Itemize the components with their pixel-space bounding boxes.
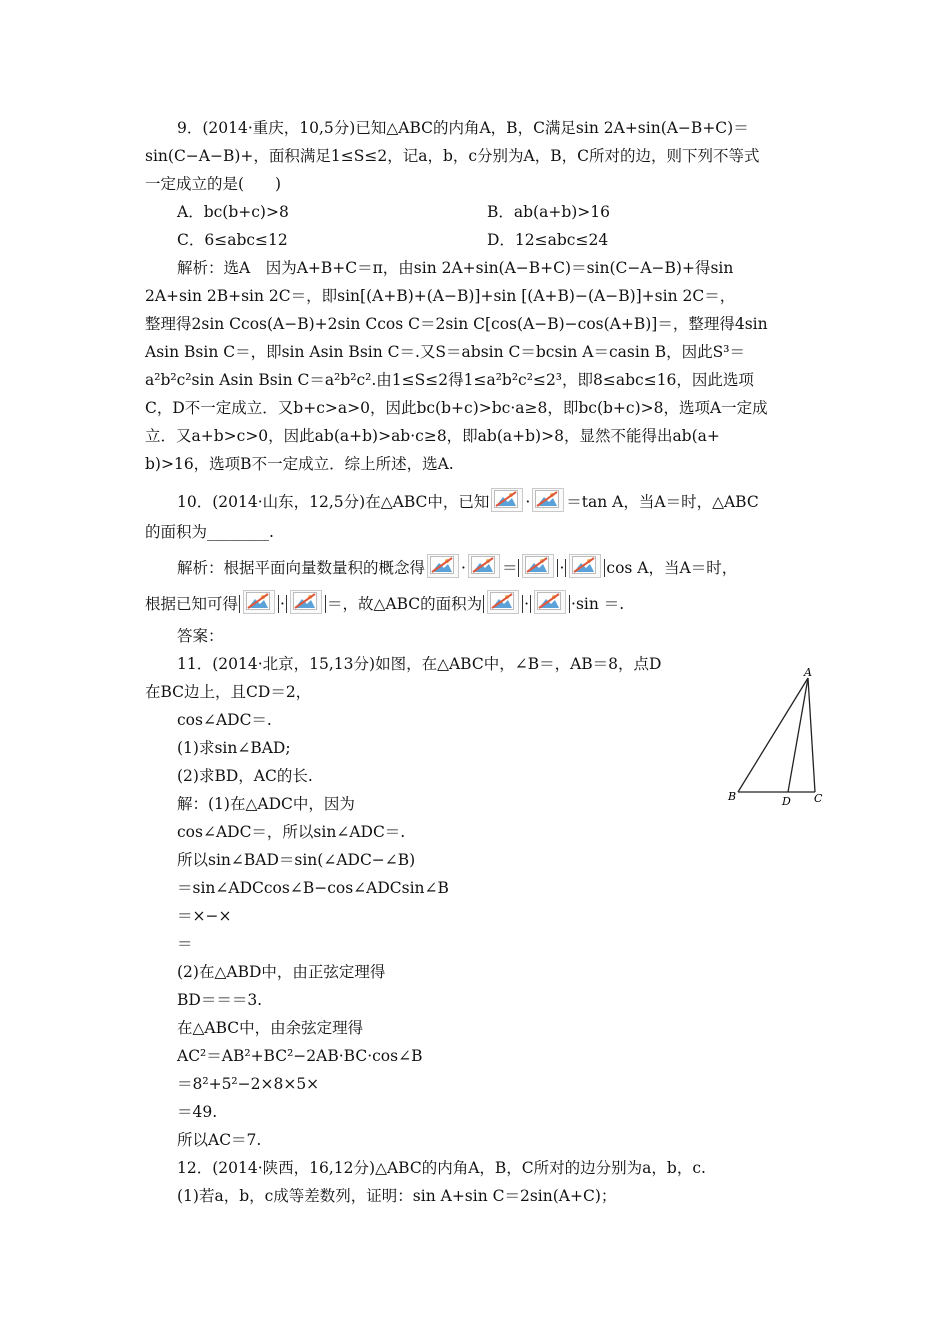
q10-dot: ·: [525, 493, 531, 511]
broken-image-icon: [569, 554, 601, 578]
s11-line-9: 在△ABC中，由余弦定理得: [177, 1019, 364, 1037]
s11-line-5: ＝×−×: [177, 907, 232, 925]
broken-image-icon: [427, 554, 459, 578]
s9-line-4: Asin Bsin C＝，即sin Asin Bsin C＝.又S＝absin C＝bcsin A＝casin B，因此S³＝: [145, 343, 745, 361]
s10-text-d: ＝，故△ABC的面积为: [326, 595, 483, 613]
s10-eq: ＝: [501, 559, 518, 577]
abs-bar: [569, 595, 570, 613]
q9-option-c: C．6≤abc≤12: [177, 231, 288, 249]
s11-line-11: ＝8²+5²−2×8×5×: [177, 1075, 320, 1093]
s11-line-10: AC²＝AB²+BC²−2AB·BC·cos∠B: [177, 1047, 423, 1065]
s10-dot-2: ·: [559, 559, 565, 577]
label-d: D: [782, 795, 791, 808]
q9-line-1: 9．(2014·重庆，10,5分)已知△ABC的内角A，B，C满足sin 2A+sin(A−B+C)＝: [177, 119, 749, 137]
s11-line-7: (2)在△ABD中，由正弦定理得: [177, 963, 386, 981]
broken-image-icon: [532, 488, 564, 512]
answer-10-label: 答案：: [177, 627, 224, 645]
q10-text-b: ＝tan A，当A＝时，△ABC: [566, 493, 759, 511]
abs-bar: [278, 595, 279, 613]
s11-line-12: ＝49.: [177, 1103, 218, 1121]
broken-image-icon: [522, 554, 554, 578]
abs-bar: [325, 595, 326, 613]
s9-line-7: 立．又a+b>c>0，因此ab(a+b)>ab·c≥8，即ab(a+b)>8，显然不能得出ab(a+: [145, 427, 720, 445]
s10-text-a: 解析：根据平面向量数量积的概念得: [177, 559, 426, 577]
s11-line-6: ＝: [177, 935, 193, 953]
s10-text-e: ·sin ＝.: [571, 595, 625, 613]
q12-line-1: 12．(2014·陕西，16,12分)△ABC的内角A，B，C所对的边分别为a，b，c.: [177, 1159, 706, 1177]
q9-option-d: D．12≤abc≤24: [487, 231, 609, 249]
broken-image-icon: [243, 590, 275, 614]
s10-line-2: [145, 590, 625, 613]
broken-image-icon: [468, 554, 500, 578]
s9-line-6: C，D不一定成立．又b+c>a>0，因此bc(b+c)>bc·a≥8，即bc(b+c)>8，选项A一定成: [145, 399, 768, 417]
q12-line-2: (1)若a，b，c成等差数列，证明：sin A+sin C＝2sin(A+C)；: [177, 1187, 617, 1205]
q11-line-2: 在BC边上，且CD＝2，: [145, 683, 312, 701]
q10-line-1: [177, 488, 759, 511]
segment-ac: [808, 678, 815, 792]
s9-line-1: 解析：选A 因为A+B+C＝π，由sin 2A+sin(A−B+C)＝sin(C−A−B)+得sin: [177, 259, 734, 277]
q11-line-4: (1)求sin∠BAD;: [177, 739, 291, 757]
broken-image-icon: [290, 590, 322, 614]
s10-line-1: [177, 554, 738, 577]
abs-bar: [239, 595, 240, 613]
s10-dot-4: ·: [524, 595, 530, 613]
label-b: B: [728, 790, 737, 803]
s11-line-4: ＝sin∠ADCcos∠B−cos∠ADCsin∠B: [177, 879, 449, 897]
s9-line-2: 2A+sin 2B+sin 2C＝，即sin[(A+B)+(A−B)]+sin [(A+B)−(A−B)]+sin 2C＝，: [145, 287, 736, 305]
s9-line-8: b)>16，选项B不一定成立．综上所述，选A.: [145, 455, 454, 473]
q9-line-2: sin(C−A−B)+，面积满足1≤S≤2，记a，b，c分别为A，B，C所对的边，则下列不等式: [145, 147, 760, 165]
s9-line-5: a²b²c²sin Asin Bsin C＝a²b²c².由1≤S≤2得1≤a²b²c²≤2³，即8≤abc≤16，因此选项: [145, 371, 754, 389]
s10-text-c: 根据已知可得: [145, 595, 239, 613]
s11-line-13: 所以AC＝7.: [177, 1131, 262, 1149]
broken-image-icon: [491, 488, 523, 512]
triangle-figure: [720, 664, 840, 814]
abs-bar: [483, 595, 484, 613]
s10-text-b: cos A，当A＝时，: [606, 559, 738, 577]
s10-dot-3: ·: [280, 595, 285, 613]
q11-line-5: (2)求BD，AC的长.: [177, 767, 313, 785]
s11-line-3: 所以sin∠BAD＝sin(∠ADC−∠B): [177, 851, 416, 869]
q10-text-a: 10．(2014·山东，12,5分)在△ABC中，已知: [177, 493, 490, 511]
abs-bar: [518, 559, 519, 577]
s10-dot: ·: [461, 559, 466, 577]
q10-line-2: 的面积为________.: [145, 523, 274, 541]
broken-image-icon: [487, 590, 519, 614]
q9-option-a: A．bc(b+c)>8: [177, 203, 289, 221]
s9-line-3: 整理得2sin Ccos(A−B)+2sin Ccos C＝2sin C[cos(A−B)−cos(A+B)]＝，整理得4sin: [145, 315, 768, 333]
label-a: A: [804, 666, 812, 679]
abs-bar: [565, 559, 566, 577]
s11-line-1: 解：(1)在△ADC中，因为: [177, 795, 355, 813]
q9-option-b: B．ab(a+b)>16: [487, 203, 611, 221]
q9-line-3: 一定成立的是( ): [145, 175, 282, 193]
abs-bar: [522, 595, 523, 613]
label-c: C: [814, 792, 823, 805]
q11-line-1: 11．(2014·北京，15,13分)如图，在△ABC中，∠B＝，AB＝8，点D: [177, 655, 662, 673]
s11-line-8: BD＝＝＝3.: [177, 991, 263, 1009]
abs-bar: [530, 595, 531, 613]
q11-line-3: cos∠ADC＝.: [177, 711, 272, 729]
abs-bar: [286, 595, 287, 613]
broken-image-icon: [534, 590, 566, 614]
s11-line-2: cos∠ADC＝，所以sin∠ADC＝.: [177, 823, 406, 841]
